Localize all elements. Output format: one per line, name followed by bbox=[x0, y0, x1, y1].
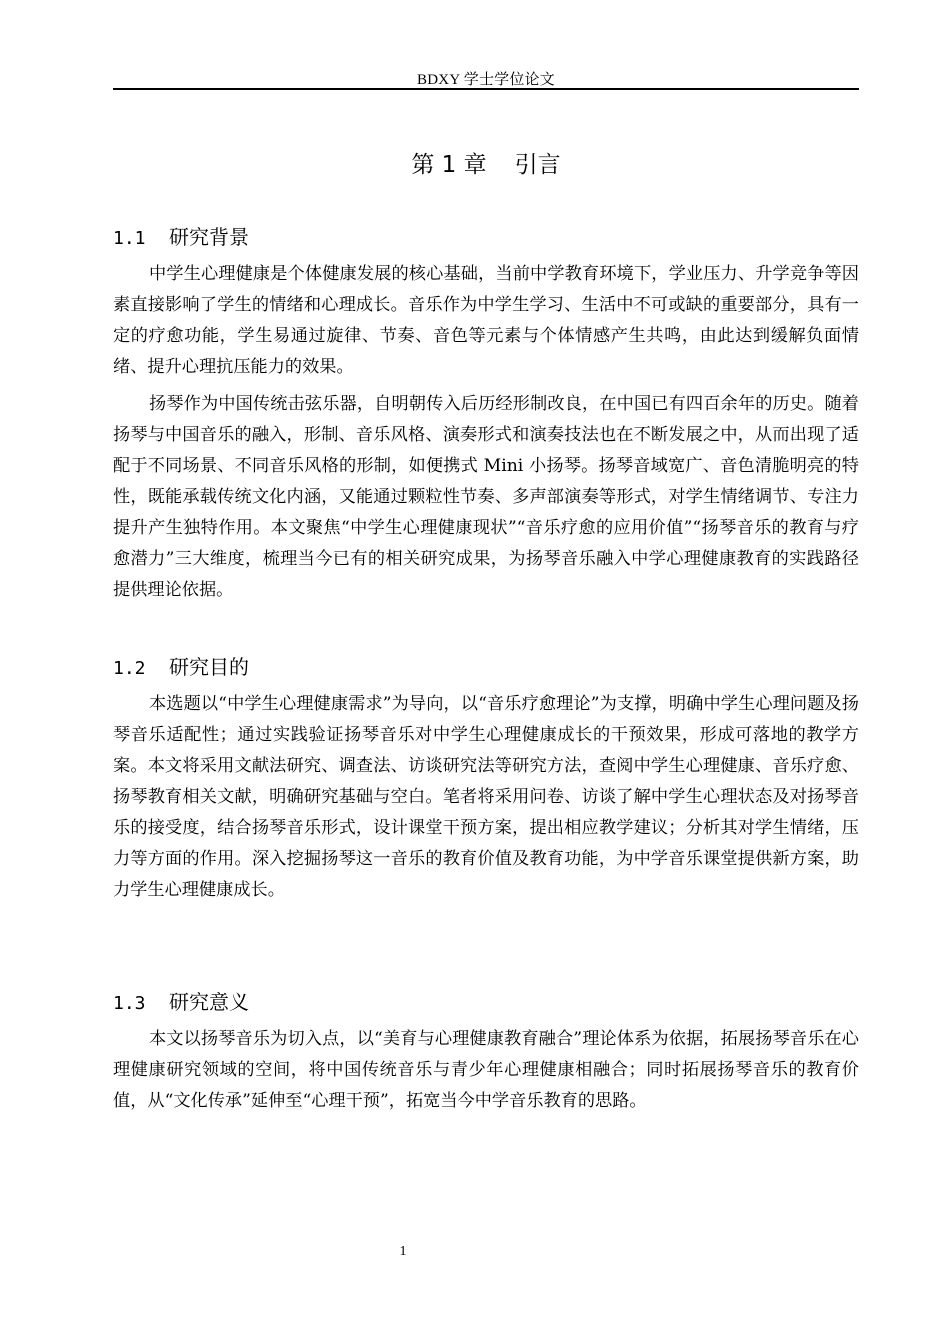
section-title: 研究目的 bbox=[169, 655, 249, 679]
section-heading-1-2 bbox=[113, 651, 249, 680]
chapter-name: 引言 bbox=[514, 152, 561, 178]
header-rule bbox=[113, 88, 859, 90]
chapter-title bbox=[113, 146, 859, 179]
section-title: 研究意义 bbox=[169, 990, 249, 1014]
paragraph: 本选题以“中学生心理健康需求”为导向，以“音乐疗愈理论”为支撑，明确中学生心理问题及扬琴音乐适配性；通过实践验证扬琴音乐对中学生心理健康成长的干预效果，形成可落地的教学方案。本文将采用文献法研究、调查法、访谈研究法等研究方法，查阅中学生心理健康、音乐疗愈、扬琴教育相关文献，明确研究基础与空白。笔者将采用问卷、访谈了解中学生心理状态及对扬琴音乐的接受度，结合扬琴音乐形式，设计课堂干预方案，提出相应教学建议；分析其对学生情绪，压力等方面的作用。深入挖掘扬琴这一音乐的教育价值及教育功能，为中学音乐课堂提供新方案，助力学生心理健康成长。 bbox=[113, 694, 859, 900]
section-number: 1.1 bbox=[113, 228, 146, 249]
section-heading-1-1 bbox=[113, 221, 249, 250]
paragraph: 中学生心理健康是个体健康发展的核心基础，当前中学教育环境下，学业压力、升学竞争等因素直接影响了学生的情绪和心理成长。音乐作为中学生学习、生活中不可或缺的重要部分，具有一定的疗愈功能，学生易通过旋律、节奏、音色等元素与个体情感产生共鸣，由此达到缓解负面情绪、提升心理抗压能力的效果。 bbox=[113, 264, 859, 377]
section-title: 研究背景 bbox=[169, 225, 249, 249]
section-heading-1-3 bbox=[113, 986, 249, 1015]
section-number: 1.2 bbox=[113, 658, 146, 679]
running-header: BDXY 学士学位论文 bbox=[417, 72, 555, 88]
page-number: 1 bbox=[399, 1244, 407, 1259]
paragraph: 扬琴作为中国传统击弦乐器，自明朝传入后历经形制改良，在中国已有四百余年的历史。随着扬琴与中国音乐的融入，形制、音乐风格、演奏形式和演奏技法也在不断发展之中，从而出现了适配于不同场景、不同音乐风格的形制，如便携式 Mini 小扬琴。扬琴音域宽广、音色清脆明亮的特性，既能承载传统文化内涵，又能通过颗粒性节奏、多声部演奏等形式，对学生情绪调节、专注力提升产生独特作用。本文聚焦“中学生心理健康现状”“音乐疗愈的应用价值”“扬琴音乐的教育与疗愈潜力”三大维度，梳理当今已有的相关研究成果，为扬琴音乐融入中学心理健康教育的实践路径提供理论依据。 bbox=[113, 394, 860, 600]
paragraph: 本文以扬琴音乐为切入点，以“美育与心理健康教育融合”理论体系为依据，拓展扬琴音乐在心理健康研究领域的空间，将中国传统音乐与青少年心理健康相融合；同时拓展扬琴音乐的教育价值，从“文化传承”延伸至“心理干预”，拓宽当今中学音乐教育的思路。 bbox=[113, 1029, 859, 1111]
chapter-number: 第 1 章 bbox=[411, 152, 487, 178]
section-number: 1.3 bbox=[113, 993, 146, 1014]
